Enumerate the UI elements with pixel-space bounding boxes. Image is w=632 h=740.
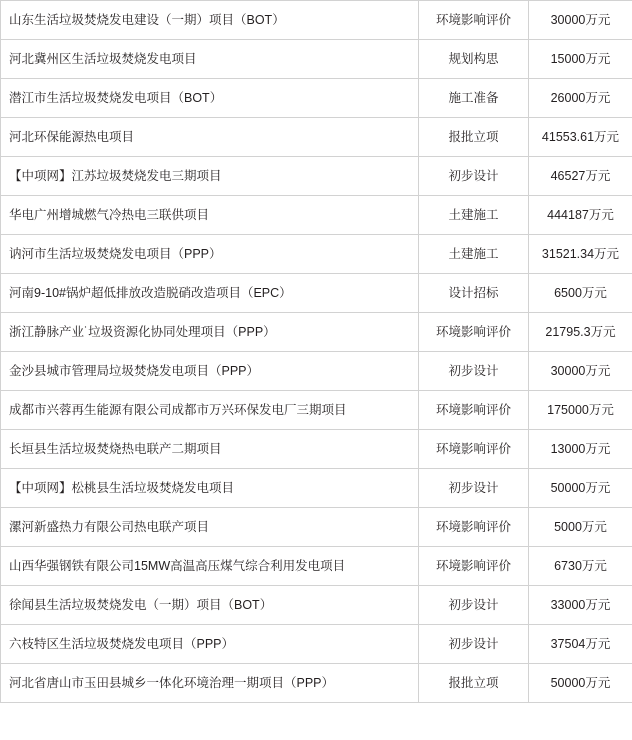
project-stage-cell: 规划构思 [419,40,529,79]
project-name-cell[interactable]: 潜江市生活垃圾焚烧发电项目（BOT） [1,79,419,118]
project-stage-cell: 初步设计 [419,157,529,196]
table-row[interactable] [1,547,632,586]
project-stage-cell: 设计招标 [419,274,529,313]
project-stage-cell: 环境影响评价 [419,1,529,40]
table-row[interactable] [1,352,632,391]
project-stage-cell: 环境影响评价 [419,313,529,352]
project-name-cell[interactable]: 【中项网】松桃县生活垃圾焚烧发电项目 [1,469,419,508]
project-stage-cell: 初步设计 [419,469,529,508]
project-stage-cell: 环境影响评价 [419,547,529,586]
project-name-cell[interactable]: 金沙县城市管理局垃圾焚烧发电项目（PPP） [1,352,419,391]
project-stage-cell: 环境影响评价 [419,391,529,430]
project-investment-cell: 50000万元 [529,469,632,508]
table-row[interactable] [1,508,632,547]
project-name-cell[interactable]: 河北冀州区生活垃圾焚烧发电项目 [1,40,419,79]
table-row[interactable] [1,274,632,313]
project-name-cell[interactable]: 成都市兴蓉再生能源有限公司成都市万兴环保发电厂三期项目 [1,391,419,430]
project-investment-cell: 13000万元 [529,430,632,469]
project-stage-cell: 初步设计 [419,625,529,664]
project-name-cell[interactable]: 讷河市生活垃圾焚烧发电项目（PPP） [1,235,419,274]
project-stage-cell: 报批立项 [419,118,529,157]
project-stage-cell: 初步设计 [419,352,529,391]
project-table-body [1,1,632,703]
project-name-cell[interactable]: 徐闻县生活垃圾焚烧发电（一期）项目（BOT） [1,586,419,625]
table-row[interactable] [1,157,632,196]
table-row[interactable] [1,430,632,469]
project-investment-cell: 33000万元 [529,586,632,625]
table-row[interactable] [1,625,632,664]
project-investment-cell: 37504万元 [529,625,632,664]
project-stage-cell: 初步设计 [419,586,529,625]
project-stage-cell: 报批立项 [419,664,529,703]
table-row[interactable] [1,1,632,40]
table-row[interactable] [1,79,632,118]
project-investment-cell: 46527万元 [529,157,632,196]
project-name-cell[interactable]: 【中项网】江苏垃圾焚烧发电三期项目 [1,157,419,196]
project-name-cell[interactable]: 山西华强钢铁有限公司15MW高温高压煤气综合利用发电项目 [1,547,419,586]
project-investment-cell: 5000万元 [529,508,632,547]
table-row[interactable] [1,40,632,79]
project-investment-cell: 26000万元 [529,79,632,118]
project-name-cell[interactable]: 山东生活垃圾焚烧发电建设（一期）项目（BOT） [1,1,419,40]
project-name-cell[interactable]: 浙江静脉产业˙垃圾资源化协同处理项目（PPP） [1,313,419,352]
table-row[interactable] [1,313,632,352]
project-name-cell[interactable]: 河北环保能源热电项目 [1,118,419,157]
project-investment-cell: 15000万元 [529,40,632,79]
project-investment-cell: 31521.34万元 [529,235,632,274]
project-investment-cell: 41553.61万元 [529,118,632,157]
project-stage-cell: 环境影响评价 [419,508,529,547]
project-stage-cell: 土建施工 [419,196,529,235]
project-investment-cell: 444187万元 [529,196,632,235]
project-investment-cell: 6730万元 [529,547,632,586]
project-name-cell[interactable]: 长垣县生活垃圾焚烧热电联产二期项目 [1,430,419,469]
table-row[interactable] [1,196,632,235]
project-stage-cell: 施工准备 [419,79,529,118]
project-investment-cell: 50000万元 [529,664,632,703]
project-stage-cell: 环境影响评价 [419,430,529,469]
table-row[interactable] [1,469,632,508]
project-name-cell[interactable]: 六枝特区生活垃圾焚烧发电项目（PPP） [1,625,419,664]
project-stage-cell: 土建施工 [419,235,529,274]
project-name-cell[interactable]: 华电广州增城燃气冷热电三联供项目 [1,196,419,235]
table-row[interactable] [1,235,632,274]
project-investment-cell: 30000万元 [529,352,632,391]
table-row[interactable] [1,664,632,703]
project-name-cell[interactable]: 河南9-10#锅炉超低排放改造脱硝改造项目（EPC） [1,274,419,313]
table-row[interactable] [1,391,632,430]
project-investment-cell: 30000万元 [529,1,632,40]
table-row[interactable] [1,118,632,157]
project-investment-cell: 175000万元 [529,391,632,430]
project-name-cell[interactable]: 漯河新盛热力有限公司热电联产项目 [1,508,419,547]
table-row[interactable] [1,586,632,625]
project-investment-cell: 6500万元 [529,274,632,313]
project-investment-cell: 21795.3万元 [529,313,632,352]
project-name-cell[interactable]: 河北省唐山市玉田县城乡一体化环境治理一期项目（PPP） [1,664,419,703]
